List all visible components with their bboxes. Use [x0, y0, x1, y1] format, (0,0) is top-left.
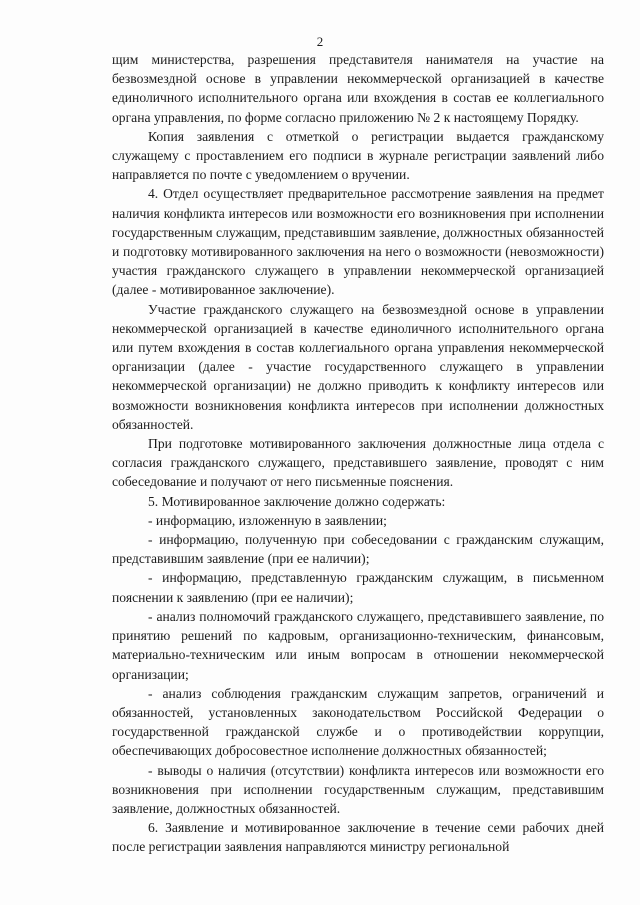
paragraph-item-5: 5. Мотивированное заключение должно содержать:	[148, 493, 446, 509]
page-number: 2	[316, 34, 324, 49]
document-body	[112, 50, 604, 857]
paragraph-participation: Участие гражданского служащего на безвозмездной основе в управлении некоммерческой организацией в качестве единоличного исполнительного органа или путем вхождения в состав коллегиального органа управления некоммерческой организации (далее - участие государственного служащего в управлении некоммерческой организации) не должно приводить к конфликту интересов или возможности возникновения конфликта интересов при исполнении должностных обязанностей.	[112, 301, 604, 432]
list-item-info-interview: - информацию, полученную при собеседовании с гражданским служащим, представившим заявление (при ее наличии);	[112, 532, 604, 567]
paragraph-preparation: При подготовке мотивированного заключения должностные лица отдела с согласия гражданского служащего, представившего заявление, проводят с ним собеседование и получают от него письменные пояснения.	[112, 436, 604, 490]
list-item-conclusions: - выводы о наличия (отсутствии) конфликта интересов или возможности его возникновения при исполнении государственным служащим, представившим заявление, должностных обязанностей.	[112, 762, 604, 816]
paragraph-continuation: щим министерства, разрешения представителя нанимателя на участие на безвозмездной основе в управлении некоммерческой организацией в качестве единоличного исполнительного органа или вхождения в состав ее коллегиального органа управления, по форме согласно приложению № 2 к настоящему Порядку.	[112, 52, 604, 125]
list-item-info-written: - информацию, представленную гражданским служащим, в письменном пояснении к заявлению (при ее наличии);	[112, 570, 604, 605]
paragraph-item-4: 4. Отдел осуществляет предварительное рассмотрение заявления на предмет наличия конфликта интересов или возможности его возникновения при исполнении государственным служащим, представившим заявление, должностных обязанностей и подготовку мотивированного заключения на него о возможности (невозможности) участия гражданского служащего в управлении некоммерческой организацией (далее - мотивированное заключение).	[112, 186, 604, 298]
paragraph-item-6: 6. Заявление и мотивированное заключение в течение семи рабочих дней после регистрации заявления направляются министру региональной	[112, 820, 604, 855]
list-item-powers-analysis: - анализ полномочий гражданского служащего, представившего заявление, по принятию решений по кадровым, организационно-техническим, финансовым, материально-техническим или иным вопросам в отношении некоммерческой организации;	[112, 608, 604, 682]
list-item-info-application: - информацию, изложенную в заявлении;	[148, 512, 387, 528]
paragraph-copy-of-application: Копия заявления с отметкой о регистрации выдается гражданскому служащему с проставлением его подписи в журнале регистрации заявлений либо направляется по почте с уведомлением о вручении.	[112, 128, 604, 183]
list-item-compliance-analysis: - анализ соблюдения гражданским служащим запретов, ограничений и обязанностей, установленных законодательством Российской Федерации о государственной гражданской службе и о противодействии коррупции, обеспечивающих добросовестное исполнение должностных обязанностей;	[112, 685, 604, 759]
